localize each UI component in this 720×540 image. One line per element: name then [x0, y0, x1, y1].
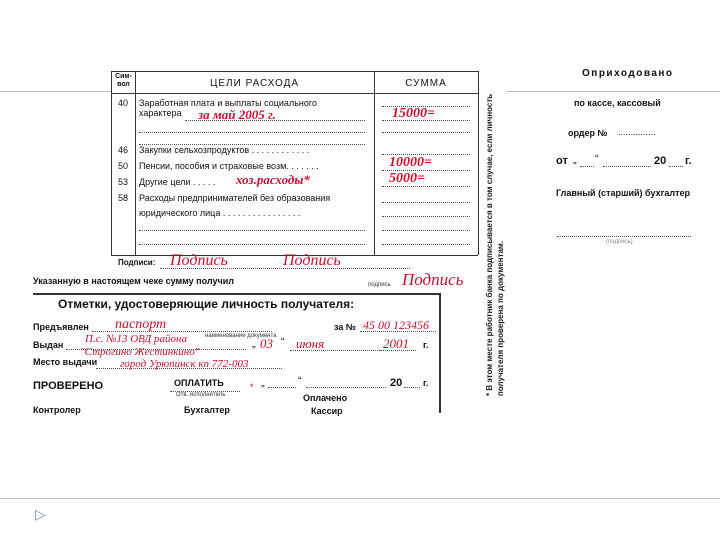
number-label: за № — [334, 322, 356, 332]
place-label: Место выдачи — [33, 357, 98, 367]
header-amount: СУММА — [405, 78, 447, 89]
amount-value: 10000= — [389, 155, 432, 170]
asterisk: * — [250, 382, 254, 392]
order-dots: ............... — [618, 127, 656, 137]
chief-accountant-label: Главный (старший) бухгалтер — [556, 188, 690, 198]
nav-arrow-icon[interactable]: ▷ — [35, 506, 46, 522]
date-suffix: г. — [685, 155, 692, 167]
presented-value: паспорт — [115, 317, 167, 332]
issued-value-2: "Строгино Жестинкино" — [80, 346, 200, 358]
accountant-label: Бухгалтер — [184, 405, 230, 415]
top-rule-right — [506, 91, 720, 92]
identity-title: Отметки, удостоверяющие личность получателя: — [58, 297, 355, 311]
cashier-label: Кассир — [311, 406, 343, 416]
doc-caption: наименование документа — [205, 333, 277, 339]
controller-label: Контролер — [33, 405, 81, 415]
pay-quote: “ — [298, 375, 302, 387]
from-label: от — [556, 155, 568, 167]
header-code: Сим- вол — [115, 73, 132, 88]
row-text: Расходы предпринимателей без образования — [139, 193, 331, 203]
row-code: 53 — [117, 177, 128, 187]
amount-value: 5000= — [389, 171, 425, 186]
handwritten-purpose: за май 2005 г. — [198, 107, 276, 122]
date-year: 20 — [654, 155, 667, 167]
issue-quote: “ — [281, 336, 285, 348]
pay-label: ОПЛАТИТЬ — [174, 378, 224, 388]
posted-title: Оприходовано — [582, 68, 674, 79]
row-code: 58 — [117, 193, 128, 203]
executor-caption: Отв. исполнитель — [176, 392, 226, 398]
pay-year: 20 — [390, 377, 403, 389]
place-value: город Урюпинск кп 772-003 — [120, 358, 249, 370]
pay-prefix: „ — [261, 377, 265, 389]
pay-suffix: г. — [423, 378, 429, 388]
row-text: Закупки сельхозпродуктов . . . . . . . . . . . . — [139, 145, 310, 155]
issue-year: 2001 — [383, 336, 409, 351]
top-rule — [0, 91, 111, 92]
paid-label: Оплачено — [303, 393, 348, 403]
issued-label: Выдан — [33, 340, 64, 350]
presented-label: Предъявлен — [33, 322, 89, 332]
date-prefix: „ — [573, 154, 577, 166]
vertical-note: * В этом месте работник банка подписывается в том случае, если личность получателя проверена по документам. — [485, 93, 505, 396]
issued-value-1: П.с. №13 ОВД района — [85, 333, 187, 345]
checked-label: ПРОВЕРЕНО — [33, 380, 104, 392]
date-quote: “ — [595, 153, 599, 165]
issue-day: 03 — [260, 336, 273, 351]
issue-year-suffix: г. — [423, 340, 429, 350]
row-text: Пенсии, пособия и страховые возм. . . . . . . — [139, 161, 319, 171]
number-value: 45 00 123456 — [363, 318, 429, 332]
order-label: ордер № — [568, 128, 608, 138]
signature-1: Подпись — [170, 252, 228, 269]
row-text: Заработная плата и выплаты социального — [139, 98, 317, 108]
header-purpose: ЦЕЛИ РАСХОДА — [209, 78, 300, 89]
amount-value: 15000= — [392, 106, 435, 121]
bottom-rule — [0, 498, 720, 499]
signatures-label: Подписи: — [118, 258, 156, 267]
row-text: юридического лица . . . . . . . . . . . . . . . . — [139, 208, 301, 218]
received-label: Указанную в настоящем чеке сумму получил — [33, 276, 234, 286]
row-text: Другие цели . . . . . — [139, 177, 216, 187]
row-text: характера — [139, 108, 182, 118]
issue-month: июня — [296, 336, 325, 351]
signature-3: Подпись — [402, 270, 464, 289]
row-code: 40 — [117, 98, 128, 108]
row-code: 50 — [117, 161, 128, 171]
cash-line: по кассе, кассовый — [574, 98, 661, 108]
row-code: 46 — [117, 145, 128, 155]
issue-day-prefix: „ — [252, 338, 256, 350]
sign-caption: (подпись) — [606, 239, 633, 245]
handwritten-purpose: хоз.расходы* — [236, 172, 310, 187]
signature-caption: подпись — [368, 282, 391, 288]
signature-2: Подпись — [283, 252, 341, 269]
